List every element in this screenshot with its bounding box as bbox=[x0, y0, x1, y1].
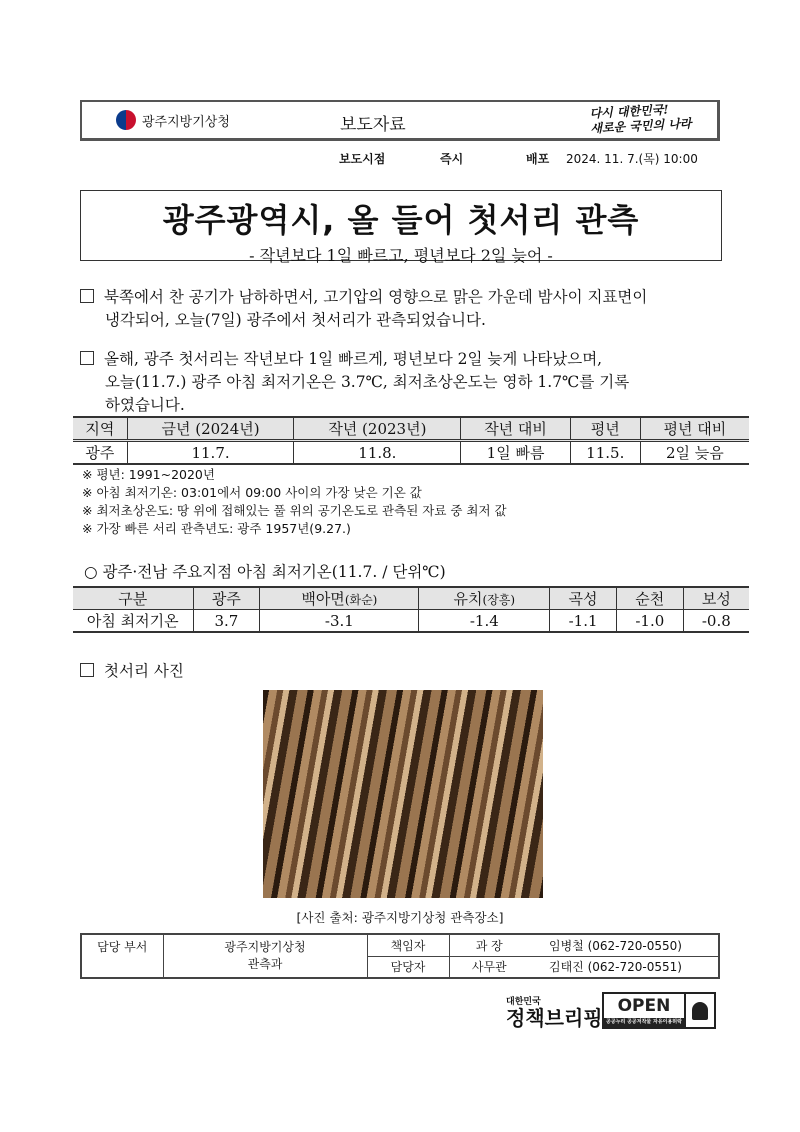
photo-section-heading: 첫서리 사진 bbox=[80, 660, 750, 683]
table-header-row: 지역 금년 (2024년) 작년 (2023년) 작년 대비 평년 평년 대비 bbox=[73, 417, 749, 441]
dist-value: 2024. 11. 7.(목) 10:00 bbox=[566, 152, 698, 166]
slogan: 다시 대한민국! 새로운 국민의 나라 bbox=[589, 102, 692, 136]
taegeuk-icon bbox=[116, 110, 136, 130]
release-time-label: 보도시점 bbox=[339, 152, 386, 166]
paragraph-1: 북쪽에서 찬 공기가 남하하면서, 고기압의 영향으로 맑은 가운데 밤사이 지표면이 냉각되어, 오늘(7일) 광주에서 첫서리가 관측되었습니다. bbox=[80, 286, 750, 332]
checkbox-bullet-icon bbox=[80, 351, 94, 365]
table-header-row: 구분 광주 백아면(화순) 유치(장흥) 곡성 순천 보성 bbox=[73, 587, 749, 610]
notes: ※ 평년: 1991~2020년 ※ 아침 최저기온: 03:01에서 09:00 사이의 가장 낮은 기온 값 ※ 최저초상온도: 땅 위에 접해있는 풀 위의 공기온도로 관측된 자료 중 최저 값 ※ 가장 빠른 서리 관측년도: 광주 1957년(9.27.) bbox=[82, 467, 507, 536]
first-frost-table bbox=[73, 416, 749, 465]
checkbox-bullet-icon bbox=[80, 663, 94, 677]
min-temp-table bbox=[73, 586, 749, 633]
open-license-logo: OPEN 공공누리 공공저작물 자유이용허락 bbox=[602, 992, 716, 1029]
policy-briefing-logo: 대한민국 정책브리핑 bbox=[506, 997, 603, 1030]
photo-caption: [사진 출처: 광주지방기상청 관측장소] bbox=[296, 910, 504, 925]
subtitle: - 작년보다 1일 빠르고, 평년보다 2일 늦어 - bbox=[249, 246, 553, 265]
table-row: 광주 11.7. 11.8. 1일 빠름 11.5. 2일 늦음 bbox=[73, 441, 749, 465]
contact-table: 담당 부서 광주지방기상청 관측과 책임자 과 장 임병철 (062-720-0550) 담당자 사무관 김태진 (062-720-0551) bbox=[80, 933, 720, 979]
title-box bbox=[80, 190, 722, 265]
org-logo bbox=[116, 110, 230, 130]
release-time-value: 즉시 bbox=[440, 152, 464, 166]
dist-label: 배포 bbox=[526, 152, 550, 166]
page-title: 광주광역시, 올 들어 첫서리 관측 bbox=[162, 201, 640, 239]
checkbox-bullet-icon bbox=[80, 289, 94, 303]
table-row: 아침 최저기온 3.7 -3.1 -1.4 -1.1 -1.0 -0.8 bbox=[73, 610, 749, 633]
paragraph-2: 올해, 광주 첫서리는 작년보다 1일 빠르게, 평년보다 2일 늦게 나타났으며, 오늘(11.7.) 광주 아침 최저기온은 3.7℃, 최저초상온도는 영하 1.7℃를 기록 하였습니다. bbox=[80, 348, 750, 417]
org-name: 광주지방기상청 bbox=[142, 114, 230, 130]
frost-photo bbox=[263, 690, 543, 898]
section-heading: ○ 광주·전남 주요지점 아침 최저기온(11.7. / 단위℃) bbox=[84, 563, 446, 581]
doc-type: 보도자료 bbox=[340, 115, 406, 135]
attribution-person-icon bbox=[692, 1002, 708, 1020]
header-box bbox=[80, 100, 720, 141]
